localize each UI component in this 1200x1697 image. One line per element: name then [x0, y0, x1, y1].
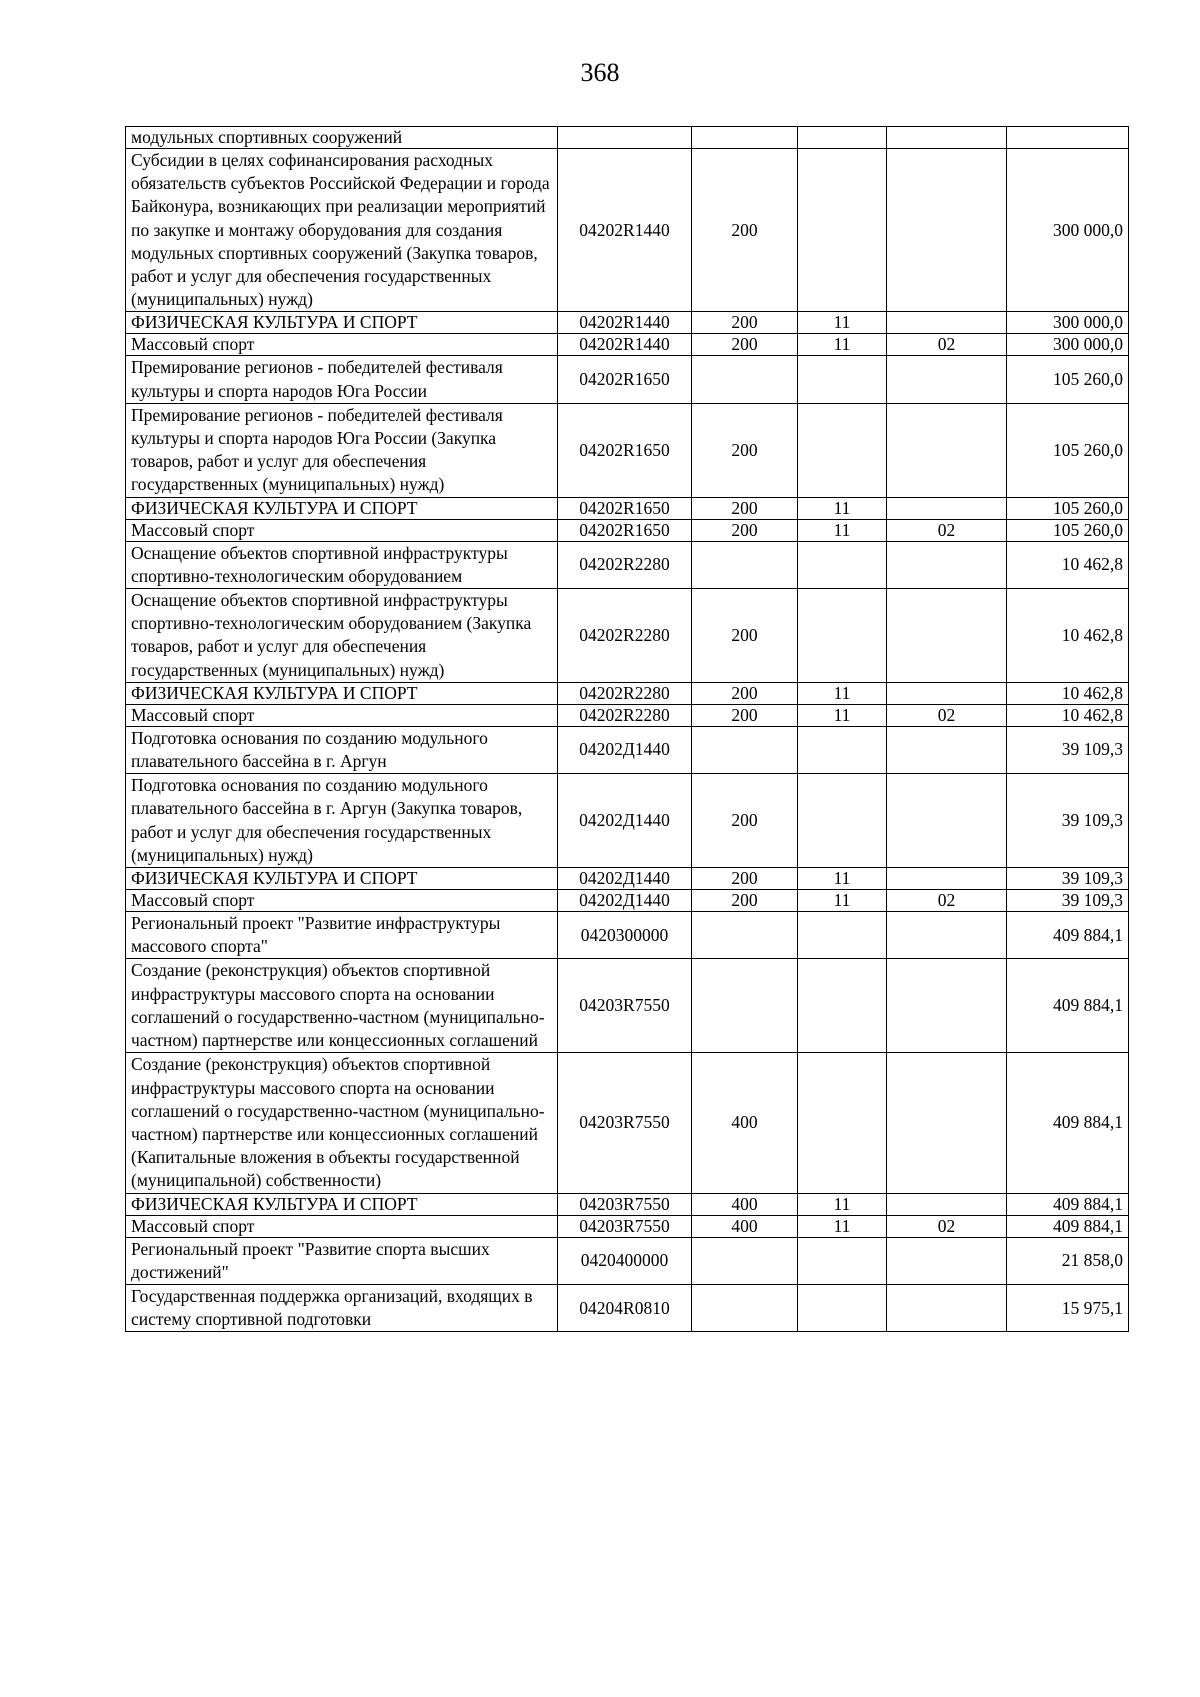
subsection-code: 02	[937, 704, 956, 725]
target-code-cell	[558, 682, 692, 704]
target-code: 04202R2280	[579, 704, 670, 725]
target-code-cell	[558, 541, 692, 588]
amount-cell	[1007, 312, 1129, 334]
table-row	[126, 959, 1129, 1053]
subsection-code-cell	[887, 868, 1007, 890]
target-code: 04203R7550	[579, 1112, 670, 1133]
section-code: 11	[833, 1193, 851, 1214]
table-row	[126, 1193, 1129, 1215]
row-name-cell	[126, 726, 558, 773]
amount: 10 462,8	[1061, 704, 1123, 725]
table-row	[126, 890, 1129, 912]
expense-type-cell	[692, 726, 798, 773]
target-code-cell	[558, 1193, 692, 1215]
subsection-code-cell	[887, 1193, 1007, 1215]
row-name: Массовый спорт	[131, 334, 255, 355]
subsection-code: 02	[937, 1215, 956, 1236]
row-name: ФИЗИЧЕСКАЯ КУЛЬТУРА И СПОРТ	[131, 682, 418, 703]
row-name-cell	[126, 1215, 558, 1237]
target-code: 0420300000	[580, 924, 669, 945]
expense-type: 200	[731, 810, 758, 831]
row-name: Государственная поддержка организаций, входящих в систему спортивной подготовки	[131, 1285, 533, 1330]
target-code-cell	[558, 890, 692, 912]
target-code-cell	[558, 519, 692, 541]
amount: 15 975,1	[1061, 1297, 1123, 1318]
expense-type-cell	[692, 403, 798, 497]
row-name-cell	[126, 1237, 558, 1284]
target-code-cell	[558, 704, 692, 726]
expense-type-cell	[692, 356, 798, 403]
subsection-code-cell	[887, 1053, 1007, 1193]
table-row	[126, 519, 1129, 541]
table-row	[126, 868, 1129, 890]
section-code: 11	[833, 1215, 851, 1236]
amount: 10 462,8	[1061, 624, 1123, 645]
amount-cell	[1007, 704, 1129, 726]
target-code-cell	[558, 1237, 692, 1284]
amount-cell	[1007, 682, 1129, 704]
section-code-cell	[798, 726, 887, 773]
amount: 21 858,0	[1061, 1250, 1123, 1271]
amount-cell	[1007, 149, 1129, 312]
section-code-cell	[798, 704, 887, 726]
target-code: 04202R2280	[579, 554, 670, 575]
target-code: 04202R1440	[579, 312, 670, 333]
row-name-cell	[126, 497, 558, 519]
subsection-code-cell	[887, 726, 1007, 773]
amount-cell	[1007, 726, 1129, 773]
section-code-cell	[798, 959, 887, 1053]
row-name: Оснащение объектов спортивной инфраструктуры спортивно-технологическим оборудованием (Закупка товаров, работ и услуг для обеспечения государственных (муниципальных) нужд)	[131, 590, 532, 680]
expense-type: 200	[731, 519, 758, 540]
amount-cell	[1007, 356, 1129, 403]
subsection-code-cell	[887, 497, 1007, 519]
table-row	[126, 1237, 1129, 1284]
row-name-cell	[126, 334, 558, 356]
target-code: 04202R1440	[579, 334, 670, 355]
row-name: Региональный проект "Развитие спорта высших достижений"	[131, 1238, 490, 1282]
row-name: Создание (реконструкция) объектов спортивной инфраструктуры массового спорта на основании соглашений о государственно-частном (муниципально-частном) партнерстве или концессионных соглашений	[131, 960, 545, 1051]
subsection-code-cell	[887, 149, 1007, 312]
target-code-cell	[558, 403, 692, 497]
subsection-code: 02	[937, 890, 956, 911]
amount-cell	[1007, 497, 1129, 519]
section-code-cell	[798, 868, 887, 890]
row-name: Массовый спорт	[131, 704, 255, 725]
section-code-cell	[798, 1284, 887, 1331]
row-name: Подготовка основания по созданию модульного плавательного бассейна в г. Аргун	[131, 727, 488, 772]
table-row	[126, 1215, 1129, 1237]
budget-table	[125, 126, 1129, 1332]
section-code-cell	[798, 312, 887, 334]
row-name: Массовый спорт	[131, 1215, 255, 1236]
row-name-cell	[126, 959, 558, 1053]
subsection-code-cell	[887, 356, 1007, 403]
amount-cell	[1007, 774, 1129, 868]
amount: 10 462,8	[1061, 682, 1123, 703]
subsection-code-cell	[887, 334, 1007, 356]
subsection-code-cell	[887, 312, 1007, 334]
table-row	[126, 497, 1129, 519]
table-row	[126, 912, 1129, 959]
amount-cell	[1007, 868, 1129, 890]
expense-type-cell	[692, 127, 798, 149]
target-code-cell	[558, 959, 692, 1053]
row-name: ФИЗИЧЕСКАЯ КУЛЬТУРА И СПОРТ	[131, 497, 418, 518]
row-name: Создание (реконструкция) объектов спортивной инфраструктуры массового спорта на основании соглашений о государственно-частном (муниципально-частном) партнерстве или концессионных соглашений (Капитальные вложения в объекты государственной (муниципальной) собственности)	[131, 1054, 545, 1191]
subsection-code-cell	[887, 774, 1007, 868]
row-name-cell	[126, 312, 558, 334]
amount-cell	[1007, 912, 1129, 959]
amount: 409 884,1	[1053, 924, 1123, 945]
row-name: Оснащение объектов спортивной инфраструктуры спортивно-технологическим оборудованием	[131, 542, 508, 586]
section-code: 11	[833, 868, 851, 889]
section-code-cell	[798, 1237, 887, 1284]
expense-type-cell	[692, 1053, 798, 1193]
expense-type-cell	[692, 589, 798, 683]
amount-cell	[1007, 589, 1129, 683]
row-name: Подготовка основания по созданию модульного плавательного бассейна в г. Аргун (Закупка товаров, работ и услуг для обеспечения государственных (муниципальных) нужд)	[131, 775, 523, 865]
target-code: 04202R1650	[579, 519, 670, 540]
section-code-cell	[798, 127, 887, 149]
amount-cell	[1007, 959, 1129, 1053]
row-name-cell	[126, 704, 558, 726]
amount-cell	[1007, 403, 1129, 497]
section-code-cell	[798, 589, 887, 683]
table-row	[126, 541, 1129, 588]
amount-cell	[1007, 1284, 1129, 1331]
target-code: 04203R7550	[579, 1215, 670, 1236]
expense-type: 200	[731, 704, 758, 725]
table-row	[126, 774, 1129, 868]
table-row	[126, 1284, 1129, 1331]
row-name-cell	[126, 912, 558, 959]
target-code-cell	[558, 868, 692, 890]
section-code-cell	[798, 149, 887, 312]
table-row	[126, 403, 1129, 497]
amount: 409 884,1	[1053, 995, 1123, 1016]
row-name-cell	[126, 774, 558, 868]
section-code: 11	[833, 334, 851, 355]
expense-type: 200	[731, 682, 758, 703]
expense-type-cell	[692, 541, 798, 588]
expense-type: 200	[731, 334, 758, 355]
expense-type-cell	[692, 1193, 798, 1215]
section-code-cell	[798, 519, 887, 541]
section-code: 11	[833, 519, 851, 540]
section-code: 11	[833, 497, 851, 518]
target-code-cell	[558, 1215, 692, 1237]
amount-cell	[1007, 541, 1129, 588]
expense-type-cell	[692, 868, 798, 890]
section-code-cell	[798, 912, 887, 959]
target-code: 04202R1440	[579, 219, 670, 240]
expense-type: 200	[731, 890, 758, 911]
amount: 409 884,1	[1053, 1193, 1123, 1214]
expense-type: 400	[731, 1215, 758, 1236]
row-name: модульных спортивных сооружений	[131, 127, 403, 147]
expense-type: 200	[731, 868, 758, 889]
row-name: Региональный проект "Развитие инфраструктуры массового спорта"	[131, 913, 501, 957]
expense-type-cell	[692, 1237, 798, 1284]
amount-cell	[1007, 1237, 1129, 1284]
amount-cell	[1007, 1215, 1129, 1237]
expense-type-cell	[692, 959, 798, 1053]
target-code-cell	[558, 1284, 692, 1331]
section-code-cell	[798, 1193, 887, 1215]
target-code: 04204R0810	[579, 1297, 670, 1318]
amount: 105 260,0	[1053, 369, 1123, 390]
row-name-cell	[126, 403, 558, 497]
amount: 39 109,3	[1061, 890, 1123, 911]
expense-type-cell	[692, 519, 798, 541]
amount: 105 260,0	[1053, 439, 1123, 460]
section-code-cell	[798, 497, 887, 519]
table-row	[126, 1053, 1129, 1193]
row-name: ФИЗИЧЕСКАЯ КУЛЬТУРА И СПОРТ	[131, 868, 418, 889]
target-code: 04202Д1440	[579, 810, 670, 831]
table-row	[126, 726, 1129, 773]
expense-type-cell	[692, 774, 798, 868]
expense-type-cell	[692, 1284, 798, 1331]
target-code: 04203R7550	[579, 1193, 670, 1214]
row-name-cell	[126, 890, 558, 912]
row-name-cell	[126, 519, 558, 541]
amount: 300 000,0	[1053, 219, 1123, 240]
expense-type-cell	[692, 312, 798, 334]
expense-type-cell	[692, 1215, 798, 1237]
subsection-code: 02	[937, 519, 956, 540]
table-row	[126, 312, 1129, 334]
subsection-code-cell	[887, 541, 1007, 588]
table-row	[126, 682, 1129, 704]
amount: 105 260,0	[1053, 497, 1123, 518]
target-code-cell	[558, 912, 692, 959]
target-code-cell	[558, 334, 692, 356]
section-code-cell	[798, 890, 887, 912]
target-code: 04202Д1440	[579, 890, 670, 911]
section-code: 11	[833, 312, 851, 333]
target-code: 0420400000	[580, 1250, 669, 1271]
table-row	[126, 127, 1129, 149]
target-code-cell	[558, 149, 692, 312]
amount: 105 260,0	[1053, 519, 1123, 540]
subsection-code: 02	[937, 334, 956, 355]
target-code: 04202R1650	[579, 497, 670, 518]
amount: 300 000,0	[1053, 312, 1123, 333]
table-row	[126, 704, 1129, 726]
section-code: 11	[833, 704, 851, 725]
section-code-cell	[798, 541, 887, 588]
row-name-cell	[126, 682, 558, 704]
row-name: Премирование регионов - победителей фестиваля культуры и спорта народов Юга России	[131, 357, 503, 401]
section-code: 11	[833, 890, 851, 911]
budget-table-body	[126, 127, 1129, 1332]
subsection-code-cell	[887, 127, 1007, 149]
expense-type-cell	[692, 497, 798, 519]
section-code-cell	[798, 334, 887, 356]
section-code-cell	[798, 682, 887, 704]
row-name-cell	[126, 589, 558, 683]
row-name-cell	[126, 1053, 558, 1193]
amount-cell	[1007, 890, 1129, 912]
row-name: Массовый спорт	[131, 890, 255, 911]
row-name-cell	[126, 356, 558, 403]
expense-type-cell	[692, 334, 798, 356]
row-name-cell	[126, 149, 558, 312]
subsection-code-cell	[887, 1237, 1007, 1284]
subsection-code-cell	[887, 890, 1007, 912]
row-name: ФИЗИЧЕСКАЯ КУЛЬТУРА И СПОРТ	[131, 312, 418, 333]
target-code: 04202Д1440	[579, 868, 670, 889]
target-code: 04202R2280	[579, 624, 670, 645]
subsection-code-cell	[887, 1284, 1007, 1331]
target-code-cell	[558, 497, 692, 519]
expense-type: 400	[731, 1112, 758, 1133]
section-code-cell	[798, 1215, 887, 1237]
target-code: 04202R1650	[579, 369, 670, 390]
expense-type: 200	[731, 439, 758, 460]
subsection-code-cell	[887, 403, 1007, 497]
target-code-cell	[558, 1053, 692, 1193]
row-name-cell	[126, 127, 558, 149]
row-name-cell	[126, 541, 558, 588]
subsection-code-cell	[887, 682, 1007, 704]
amount: 10 462,8	[1061, 554, 1123, 575]
target-code-cell	[558, 127, 692, 149]
expense-type-cell	[692, 682, 798, 704]
target-code-cell	[558, 589, 692, 683]
section-code: 11	[833, 682, 851, 703]
table-row	[126, 334, 1129, 356]
expense-type-cell	[692, 890, 798, 912]
subsection-code-cell	[887, 704, 1007, 726]
expense-type: 200	[731, 219, 758, 240]
row-name: Массовый спорт	[131, 519, 255, 540]
amount: 409 884,1	[1053, 1112, 1123, 1133]
subsection-code-cell	[887, 1215, 1007, 1237]
section-code-cell	[798, 356, 887, 403]
row-name: ФИЗИЧЕСКАЯ КУЛЬТУРА И СПОРТ	[131, 1193, 418, 1214]
amount-cell	[1007, 127, 1129, 149]
amount-cell	[1007, 1053, 1129, 1193]
amount-cell	[1007, 334, 1129, 356]
subsection-code-cell	[887, 959, 1007, 1053]
subsection-code-cell	[887, 519, 1007, 541]
amount-cell	[1007, 519, 1129, 541]
expense-type-cell	[692, 704, 798, 726]
target-code: 04203R7550	[579, 995, 670, 1016]
amount: 39 109,3	[1061, 810, 1123, 831]
table-row	[126, 149, 1129, 312]
section-code-cell	[798, 1053, 887, 1193]
target-code-cell	[558, 356, 692, 403]
amount: 39 109,3	[1061, 739, 1123, 760]
expense-type-cell	[692, 912, 798, 959]
table-row	[126, 356, 1129, 403]
target-code-cell	[558, 726, 692, 773]
expense-type: 200	[731, 312, 758, 333]
amount: 39 109,3	[1061, 868, 1123, 889]
table-row	[126, 589, 1129, 683]
section-code-cell	[798, 403, 887, 497]
row-name-cell	[126, 1284, 558, 1331]
page-number: 368	[580, 58, 620, 87]
row-name-cell	[126, 1193, 558, 1215]
expense-type: 200	[731, 624, 758, 645]
expense-type: 400	[731, 1193, 758, 1214]
subsection-code-cell	[887, 912, 1007, 959]
row-name: Субсидии в целях софинансирования расходных обязательств субъектов Российской Федерации и города Байконура, возникающих при реализации мероприятий по закупке и монтажу оборудования для создания модульных спортивных сооружений (Закупка товаров, работ и услуг для обеспечения государственных (муниципальных) нужд)	[131, 150, 550, 310]
expense-type-cell	[692, 149, 798, 312]
subsection-code-cell	[887, 589, 1007, 683]
section-code-cell	[798, 774, 887, 868]
amount: 300 000,0	[1053, 334, 1123, 355]
target-code: 04202R1650	[579, 439, 670, 460]
target-code: 04202Д1440	[579, 739, 670, 760]
row-name-cell	[126, 868, 558, 890]
expense-type: 200	[731, 497, 758, 518]
amount-cell	[1007, 1193, 1129, 1215]
target-code-cell	[558, 312, 692, 334]
target-code: 04202R2280	[579, 682, 670, 703]
target-code-cell	[558, 774, 692, 868]
amount: 409 884,1	[1053, 1215, 1123, 1236]
row-name: Премирование регионов - победителей фестиваля культуры и спорта народов Юга России (Закупка товаров, работ и услуг для обеспечения государственных (муниципальных) нужд)	[131, 404, 503, 495]
